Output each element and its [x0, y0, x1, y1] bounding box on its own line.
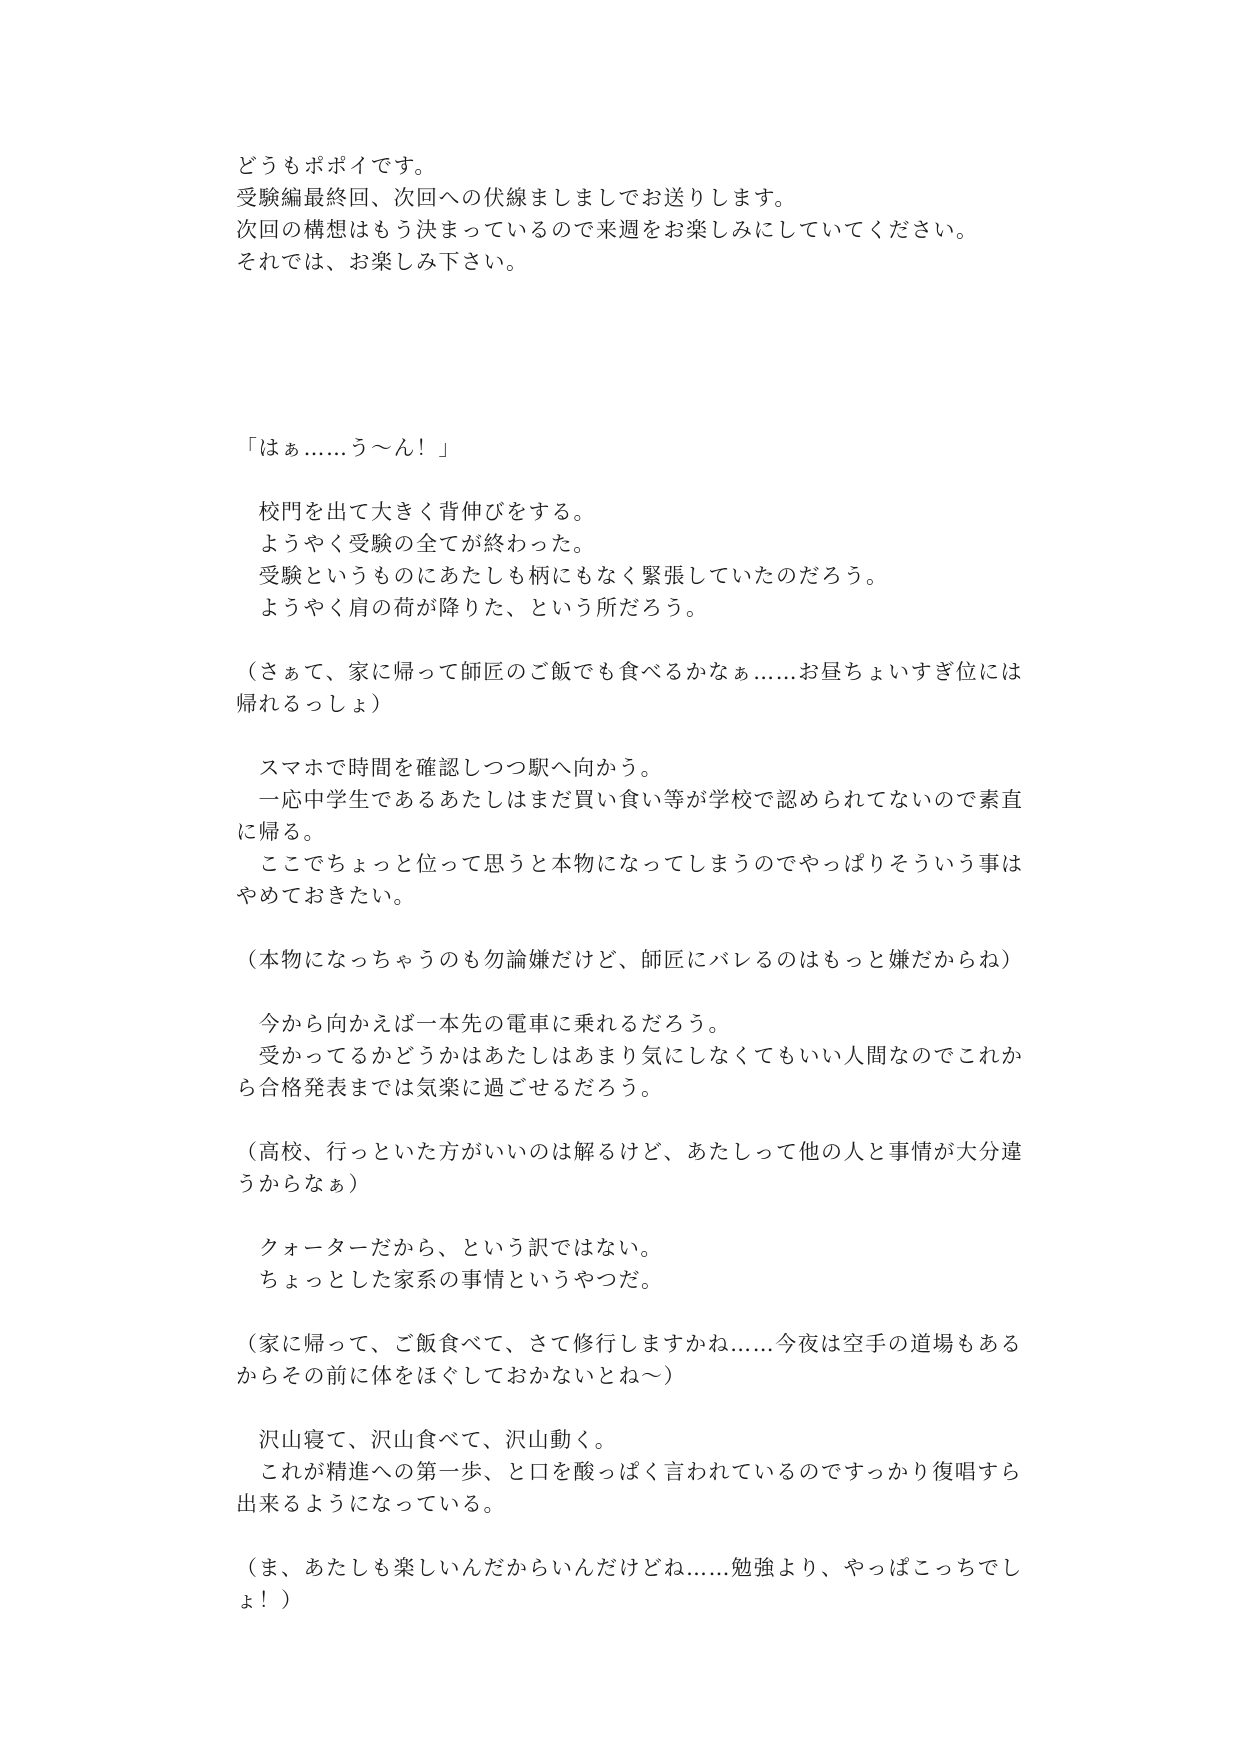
story-line: これが精進への第一歩、と口を酸っぱく言われているのですっかり復唱すら — [236, 1460, 1023, 1484]
blank-line — [236, 1104, 1016, 1136]
story-line: 出来るようになっている。 — [236, 1492, 506, 1516]
blank-line — [236, 912, 1016, 944]
blank-line — [236, 1200, 1016, 1232]
intro-line: 受験編最終回、次回への伏線ましましでお送りします。 — [236, 186, 797, 210]
story-section — [236, 432, 1024, 1616]
story-line: ら合格発表までは気楽に過ごせるだろう。 — [236, 1076, 664, 1100]
story-line: （家に帰って、ご飯食べて、さて修行しますかね……今夜は空手の道場もある — [236, 1332, 1023, 1356]
blank-line — [236, 624, 1016, 656]
story-line: やめておきたい。 — [236, 884, 416, 908]
story-line: 「はぁ……う～ん！」 — [236, 436, 461, 460]
blank-line — [236, 1296, 1016, 1328]
story-line: ここでちょっと位って思うと本物になってしまうのでやっぱりそういう事は — [236, 852, 1024, 876]
blank-line — [236, 464, 1016, 496]
story-line: （高校、行っといた方がいいのは解るけど、あたしって他の人と事情が大分違 — [236, 1140, 1024, 1164]
story-line: 沢山寝て、沢山食べて、沢山動く。 — [236, 1428, 618, 1452]
blank-line — [236, 720, 1016, 752]
story-line: 校門を出て大きく背伸びをする。 — [236, 500, 596, 524]
story-line: 受かってるかどうかはあたしはあまり気にしなくてもいい人間なのでこれか — [236, 1044, 1024, 1068]
story-line: スマホで時間を確認しつつ駅へ向かう。 — [236, 756, 664, 780]
story-line: 帰れるっしょ） — [236, 692, 394, 716]
story-line: からその前に体をほぐしておかないとね～） — [236, 1364, 686, 1388]
story-line: ちょっとした家系の事情というやつだ。 — [236, 1268, 664, 1292]
blank-line — [236, 976, 1016, 1008]
blank-line — [236, 1520, 1016, 1552]
intro-line: どうもポポイです。 — [236, 154, 437, 178]
section-gap — [236, 278, 1016, 432]
intro-line: 次回の構想はもう決まっているので来週をお楽しみにしていてください。 — [236, 218, 979, 242]
story-line: ようやく受験の全てが終わった。 — [236, 532, 596, 556]
story-line: 受験というものにあたしも柄にもなく緊張していたのだろう。 — [236, 564, 889, 588]
blank-line — [236, 1392, 1016, 1424]
story-line: 今から向かえば一本先の電車に乗れるだろう。 — [236, 1012, 731, 1036]
story-line: （本物になっちゃうのも勿論嫌だけど、師匠にバレるのはもっと嫌だからね） — [236, 948, 1024, 972]
intro-line: それでは、お楽しみ下さい。 — [236, 250, 529, 274]
story-line: に帰る。 — [236, 820, 326, 844]
story-line: うからなぁ） — [236, 1172, 371, 1196]
document-page — [236, 150, 1024, 1616]
story-line: （ま、あたしも楽しいんだからいんだけどね……勉強より、やっぱこっちでし — [236, 1556, 1023, 1580]
story-line: 一応中学生であるあたしはまだ買い食い等が学校で認められてないので素直 — [236, 788, 1024, 812]
story-line: クォーターだから、という訳ではない。 — [236, 1236, 663, 1260]
story-line: ょ！） — [236, 1588, 304, 1612]
intro-section — [236, 150, 1016, 278]
story-line: ようやく肩の荷が降りた、という所だろう。 — [236, 596, 709, 620]
story-line: （さぁて、家に帰って師匠のご飯でも食べるかなぁ……お昼ちょいすぎ位には — [236, 660, 1024, 684]
